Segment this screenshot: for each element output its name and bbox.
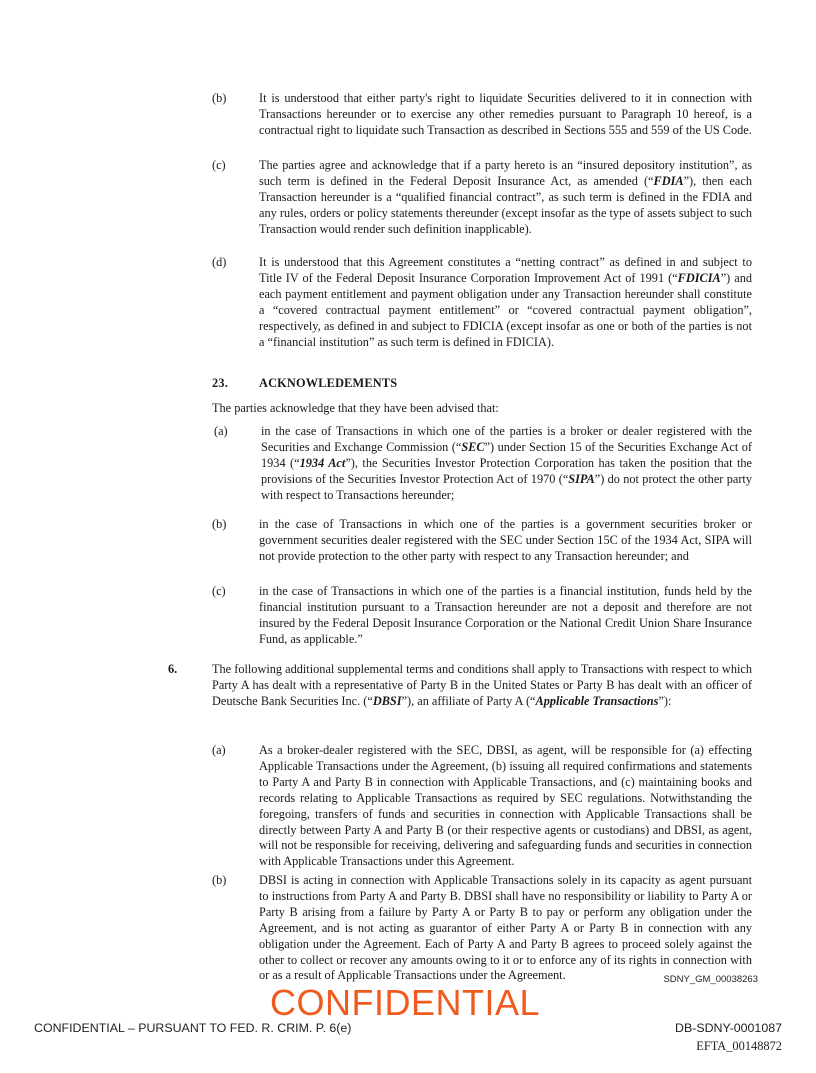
item-marker: (c) xyxy=(212,584,226,598)
section-6-number: 6. xyxy=(168,662,178,676)
defined-term: DBSI xyxy=(372,693,402,708)
item-marker: (b) xyxy=(212,873,227,887)
defined-term: Applicable Transactions xyxy=(535,693,659,708)
defined-term: SEC xyxy=(461,439,485,454)
defined-term: 1934 Act xyxy=(299,455,346,470)
efta-number: EFTA_00148872 xyxy=(696,1039,782,1053)
item-marker: (a) xyxy=(212,743,226,757)
paragraph-6a: As a broker-dealer registered with the SEC, DBSI, as agent, will be responsible for (a) effecting Applicable Transactions under the Agreement, (b) issuing all required confirmations and statements to Party A and Party B in connection with Applicable Transactions, and (c) maintaining books and records relating to Applicable Transactions as required by SEC regulations. Notwithstanding the foregoing, transfers of funds and securities in connection with Applicable Transactions shall be directly between Party A and Party B (or their respective agents or custodians) and DBSI, as agent, will not be responsible for receiving, delivering and safeguarding funds and securities in connection with Applicable Transactions under this Agreement. xyxy=(259,743,752,869)
defined-term: FDIA xyxy=(653,173,684,188)
item-marker: (d) xyxy=(212,255,227,269)
confidential-stamp: CONFIDENTIAL xyxy=(270,982,541,1023)
paragraph-22d: It is understood that this Agreement constitutes a “netting contract” as defined in and subject to Title IV of the Federal Deposit Insurance Corporation Improvement Act of 1991 (“FDICIA”) and each payment entitlement and payment obligation under any Transaction hereunder shall constitute a “covered contractual payment entitlement” or “covered contractual payment obligation”, respectively, as defined in and subject to FDICIA (except insofar as one or both of the parties is not a “financial institution” as such term is defined in FDICIA). xyxy=(259,255,752,349)
confidentiality-notice: CONFIDENTIAL – PURSUANT TO FED. R. CRIM. P. 6(e) xyxy=(34,1021,352,1035)
paragraph-6: The following additional supplemental terms and conditions shall apply to Transactions with respect to which Party A has dealt with a representative of Party B in the United States or Party B has dealt with an officer of Deutsche Bank Securities Inc. (“DBSI”), an affiliate of Party A (“Applicable Transactions”): xyxy=(212,662,752,708)
defined-term: SIPA xyxy=(568,471,595,486)
item-marker: (a) xyxy=(214,424,228,438)
paragraph-23c: in the case of Transactions in which one of the parties is a financial institution, funds held by the financial institution pursuant to a Transaction hereunder are not a deposit and therefore are not insured by the Federal Deposit Insurance Corporation or the National Credit Union Share Insurance Fund, as applicable.” xyxy=(259,584,752,646)
bates-number: DB-SDNY-0001087 xyxy=(675,1021,782,1035)
paragraph-22c: The parties agree and acknowledge that if a party hereto is an “insured depository institution”, as such term is defined in the Federal Deposit Insurance Act, as amended (“FDIA”), then each Transaction hereunder is a “qualified financial contract”, as such term is defined in the FDIA and any rules, orders or policy statements thereunder (except insofar as the type of assets subject to such Transaction would render such definition inapplicable). xyxy=(259,158,752,236)
section-23-intro: The parties acknowledge that they have been advised that: xyxy=(212,401,499,415)
item-marker: (c) xyxy=(212,158,226,172)
paragraph-23b: in the case of Transactions in which one of the parties is a government securities broker or government securities dealer registered with the SEC under Section 15C of the 1934 Act, SIPA will not provide protection to the other party with respect to any Transaction hereunder; and xyxy=(259,517,752,563)
paragraph-22b: It is understood that either party's right to liquidate Securities delivered to it in connection with Transactions hereunder or to exercise any other remedies pursuant to Paragraph 10 hereof, is a contractual right to liquidate such Transaction as described in Sections 555 and 559 of the US Code. xyxy=(259,91,752,137)
item-marker: (b) xyxy=(212,91,227,105)
section-23-title: ACKNOWLEDEMENTS xyxy=(259,376,398,390)
bates-number-small: SDNY_GM_00038263 xyxy=(663,974,758,985)
defined-term: FDICIA xyxy=(677,270,721,285)
paragraph-23a: in the case of Transactions in which one of the parties is a broker or dealer registered with the Securities and Exchange Commission (“SEC”) under Section 15 of the Securities Exchange Act of 1934 (“1934 Act”), the Securities Investor Protection Corporation has taken the position that the provisions of the Securities Investor Protection Act of 1970 (“SIPA”) do not protect the other party with respect to Transactions hereunder; xyxy=(261,424,752,502)
section-23-number: 23. xyxy=(212,376,228,390)
item-marker: (b) xyxy=(212,517,227,531)
paragraph-6b: DBSI is acting in connection with Applicable Transactions solely in its capacity as agent pursuant to instructions from Party A and Party B. DBSI shall have no responsibility or liability to Party A or Party B arising from a failure by Party A or Party B to pay or perform any obligation under the Agreement, and is not acting as guarantor of either Party A or Party B in connection with any obligation under the Agreement. Each of Party A and Party B agrees to proceed solely against the other to collect or recover any amounts owing to it or to enforce any of its rights in connection with or as a result of Applicable Transactions under the Agreement. xyxy=(259,873,752,983)
